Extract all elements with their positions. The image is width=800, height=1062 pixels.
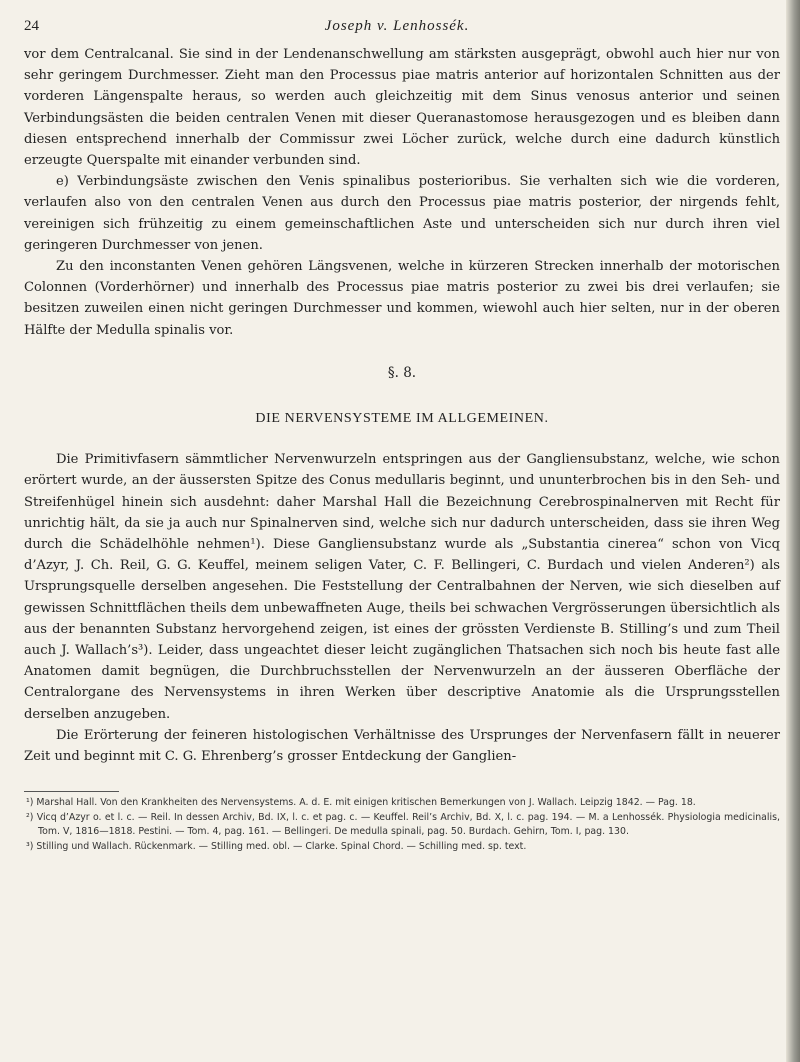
paragraph: Die Primitivfasern sämmtlicher Nervenwurzeln entspringen aus der Gangliensubstanz, welche, wie schon erörtert wurde, an der äussersten Spitze des Conus medullaris beginnt, und ununterbrochen bis in den Seh- und Streifenhügel hinein sich ausdehnt: daher Marshal Hall die Bezeichnung Cerebrospinalnerven mit Recht für unrichtig hält, da sie ja auch nur Spinalnerven sind, welche sich nur dadurch unterscheiden, dass sie ihren Weg durch die Schädelhöhle nehmen¹). Diese Gangliensubstanz wurde als „Substantia cinerea“ schon von Vicq d’Azyr, J. Ch. Reil, G. G. Keuffel, meinem seligen Vater, C. F. Bellingeri, C. Burdach und vielen Anderen²) als Ursprungsquelle derselben angesehen. Die Feststellung der Centralbahnen der Nerven, wie sich dieselben auf gewissen Schnittflächen theils dem unbewaffneten Auge, theils bei schwachen Vergrösserungen übersichtlich als aus der benannten Substanz hervorgehend zeigen, ist eines der grössten Verdienste B. Stilling’s und zum Theil auch J. Wallach’s³). Leider, dass ungeachtet dieser leicht zugänglichen Thatsachen sich noch bis heute fast alle Anatomen damit begnügen, die Durchbruchsstellen der Nervenwurzeln an der äusseren Oberfläche der Centralorgane des Nervensystems in ihren Werken über descriptive Anatomie als die Ursprungsstellen derselben anzugeben. [24,452,780,722]
paragraph: vor dem Centralcanal. Sie sind in der Lendenanschwellung am stärksten ausgeprägt, obwohl auch hier nur von sehr geringem Durchmesser. Zieht man den Processus piae matris anterior auf horizontalen Schnitten aus der vorderen Längenspalte heraus, so werden auch gleichzeitig mit dem Sinus venosus anterior und seinen Verbindungsästen die beiden centralen Venen mit dieser Queranastomose herausgezogen und es bleiben dann diesen entsprechend innerhalb der Commissur zwei Löcher zurück, welche durch eine dadurch künstlich erzeugte Querspalte mit einander verbunden sind. [24,47,780,169]
page-edge-shadow [786,0,800,1062]
running-header [24,18,780,42]
footnote: ¹) Marshal Hall. Von den Krankheiten des Nervensystems. A. d. E. mit einigen kritischen Bemerkungen von J. Wallach. Leipzig 1842. — Pag. 18. [26,797,696,809]
footnote-divider [24,791,119,792]
page-number: 24 [24,18,39,34]
section-heading: DIE NERVENSYSTEME IM ALLGEMEINEN. [255,411,549,427]
paragraph: Die Erörterung der feineren histologischen Verhältnisse des Ursprunges der Nervenfasern fällt in neuerer Zeit und beginnt mit C. G. Ehrenberg’s grosser Entdeckung der Ganglien- [24,727,780,765]
section-number: §. 8. [387,364,417,381]
main-text [24,44,780,767]
footnote: ³) Stilling und Wallach. Rückenmark. — Stilling med. obl. — Clarke. Spinal Chord. — Schilling med. sp. text. [26,840,527,852]
footnote: ²) Vicq d’Azyr o. et l. c. — Reil. In dessen Archiv, Bd. IX, l. c. et pag. c. — Keuffel. Reil’s Archiv, Bd. X, l. c. pag. 194. — M. a Lenhossék. Physiologia medicinalis, Tom. V, 1816—1818. Pestini. — Tom. 4, pag. 161. — Bellingeri. De medulla spinali, pag. 50. Burdach. Gehirn, Tom. I, pag. 130. [26,811,780,838]
paragraph: Zu den inconstanten Venen gehören Längsvenen, welche in kürzeren Strecken innerhalb der motorischen Colonnen (Vorderhörner) und innerhalb des Processus piae matris posterior zu zwei bis drei verlaufen; sie besitzen zuweilen einen nicht geringen Durchmesser und kommen, wiewohl auch hier selten, nur in der oberen Hälfte der Medulla spinalis vor. [24,259,780,338]
running-title: Joseph v. Lenhossék. [324,18,470,34]
paragraph: e) Verbindungsäste zwischen den Venis spinalibus posterioribus. Sie verhalten sich wie die vorderen, verlaufen also von den centralen Venen aus durch den Processus piae matris posterior, der nirgends fehlt, vereinigen sich frühzeitig zu einem gemeinschaftlichen Aste und unterscheiden sich nur durch ihren viel geringeren Durchmesser von jenen. [24,174,780,253]
book-page [24,18,780,854]
footnotes [24,796,780,854]
